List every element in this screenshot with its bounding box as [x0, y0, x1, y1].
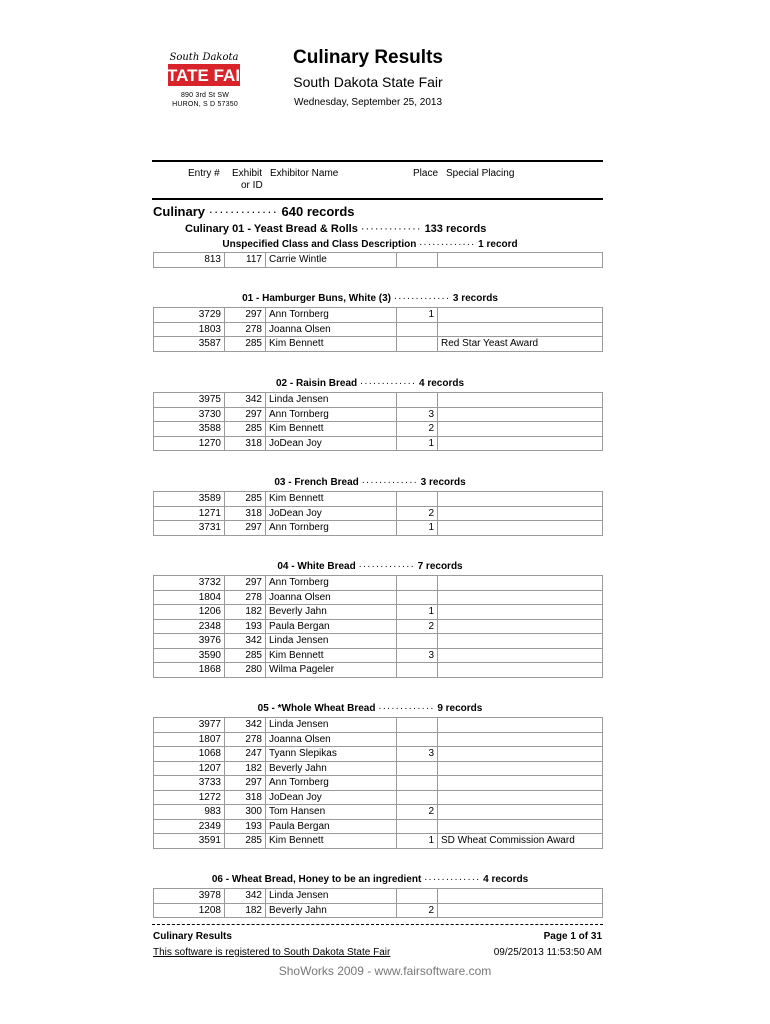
class-heading: [185, 874, 555, 885]
place: [397, 776, 438, 791]
entry-number: 1270: [154, 436, 225, 451]
col-exhibit-line1: Exhibit: [232, 168, 263, 179]
special-placing: [438, 506, 603, 521]
table-row: [154, 790, 603, 805]
special-placing: [438, 889, 603, 904]
special-placing: [438, 634, 603, 649]
entry-number: 1206: [154, 605, 225, 620]
table-row: [154, 805, 603, 820]
exhibit-id: 278: [225, 322, 266, 337]
class-count: 1 record: [478, 239, 518, 250]
logo-script-text: South Dakota: [169, 52, 239, 63]
special-placing: [438, 308, 603, 323]
entry-number: 3730: [154, 407, 225, 422]
class-dots: ·············: [424, 874, 481, 885]
exhibit-id: 297: [225, 521, 266, 536]
class-heading: [185, 477, 555, 488]
report-title: Culinary Results: [293, 47, 443, 68]
entry-number: 1207: [154, 761, 225, 776]
exhibitor-name: Kim Bennett: [266, 648, 397, 663]
exhibitor-name: Ann Tornberg: [266, 576, 397, 591]
special-placing: [438, 663, 603, 678]
logo-graphic: [155, 48, 253, 94]
place: 3: [397, 648, 438, 663]
exhibit-id: 285: [225, 492, 266, 507]
entry-number: 3975: [154, 393, 225, 408]
exhibit-id: 318: [225, 436, 266, 451]
col-exhibitor-name: Exhibitor Name: [270, 168, 339, 179]
place: [397, 253, 438, 268]
footer-rule: [152, 924, 603, 925]
exhibit-id: 285: [225, 337, 266, 352]
place: [397, 819, 438, 834]
col-exhibit: [232, 168, 263, 192]
exhibit-id: 182: [225, 605, 266, 620]
table-row: [154, 903, 603, 918]
class-name: 05 - *Whole Wheat Bread: [257, 703, 376, 714]
entry-number: 3731: [154, 521, 225, 536]
special-placing: [438, 805, 603, 820]
showorks-credit: ShoWorks 2009 - www.fairsoftware.com: [278, 964, 492, 978]
exhibit-id: 318: [225, 790, 266, 805]
entries-table: [153, 888, 603, 918]
entries-table: [153, 252, 603, 268]
place: [397, 663, 438, 678]
table-row: [154, 663, 603, 678]
special-placing: [438, 648, 603, 663]
special-placing: [438, 718, 603, 733]
logo-main-text: STATE FAIR: [155, 66, 253, 85]
special-placing: [438, 903, 603, 918]
exhibit-id: 117: [225, 253, 266, 268]
entries-table: [153, 575, 603, 678]
entry-number: 813: [154, 253, 225, 268]
class-dots: ·············: [359, 378, 417, 389]
special-placing: [438, 576, 603, 591]
exhibit-id: 247: [225, 747, 266, 762]
department-heading: [153, 204, 355, 219]
address-city: HURON, S D 57350: [172, 101, 238, 108]
table-row: [154, 605, 603, 620]
exhibit-id: 193: [225, 619, 266, 634]
exhibit-id: 297: [225, 407, 266, 422]
table-row: [154, 407, 603, 422]
entry-number: 1803: [154, 322, 225, 337]
special-placing: [438, 393, 603, 408]
table-row: [154, 634, 603, 649]
exhibitor-name: Ann Tornberg: [266, 521, 397, 536]
exhibit-id: 280: [225, 663, 266, 678]
exhibitor-name: Linda Jensen: [266, 718, 397, 733]
exhibit-id: 285: [225, 422, 266, 437]
place: 2: [397, 805, 438, 820]
exhibit-id: 297: [225, 308, 266, 323]
exhibit-id: 342: [225, 634, 266, 649]
exhibitor-name: Paula Bergan: [266, 619, 397, 634]
exhibit-id: 300: [225, 805, 266, 820]
exhibitor-name: Linda Jensen: [266, 889, 397, 904]
exhibit-id: 182: [225, 761, 266, 776]
exhibit-id: 285: [225, 648, 266, 663]
entries-table: [153, 307, 603, 352]
special-placing: [438, 619, 603, 634]
class-name: 02 - Raisin Bread: [275, 378, 358, 389]
place: [397, 761, 438, 776]
exhibitor-name: Kim Bennett: [266, 422, 397, 437]
entry-number: 3588: [154, 422, 225, 437]
table-row: [154, 506, 603, 521]
class-name: 04 - White Bread: [277, 561, 356, 572]
class-count: 9 records: [437, 703, 483, 714]
header-rule-top: [152, 160, 603, 162]
class-count: 7 records: [417, 561, 463, 572]
exhibitor-name: Tom Hansen: [266, 805, 397, 820]
entry-number: 1208: [154, 903, 225, 918]
class-count: 3 records: [420, 477, 466, 488]
place: [397, 790, 438, 805]
table-row: [154, 576, 603, 591]
department-name: Culinary: [153, 204, 206, 219]
entry-number: 1271: [154, 506, 225, 521]
exhibit-id: 278: [225, 732, 266, 747]
class-name: Unspecified Class and Class Description: [222, 239, 417, 250]
table-row: [154, 761, 603, 776]
special-placing: [438, 436, 603, 451]
class-heading: [185, 561, 555, 572]
special-placing: [438, 732, 603, 747]
special-placing: [438, 590, 603, 605]
table-row: [154, 747, 603, 762]
class-heading: [185, 703, 555, 714]
special-placing: [438, 605, 603, 620]
exhibitor-name: Linda Jensen: [266, 393, 397, 408]
table-row: [154, 776, 603, 791]
class-dots: ·············: [358, 561, 415, 572]
class-count: 4 records: [418, 378, 465, 389]
class-count: 3 records: [452, 293, 498, 304]
place: 3: [397, 747, 438, 762]
table-row: [154, 819, 603, 834]
exhibitor-name: Kim Bennett: [266, 834, 397, 849]
exhibitor-name: Joanna Olsen: [266, 590, 397, 605]
footer-registration: This software is registered to South Dakota State Fair: [153, 947, 391, 958]
table-row: [154, 718, 603, 733]
table-row: [154, 590, 603, 605]
special-placing: SD Wheat Commission Award: [438, 834, 603, 849]
place: [397, 889, 438, 904]
place: 1: [397, 436, 438, 451]
table-row: [154, 732, 603, 747]
place: 1: [397, 521, 438, 536]
exhibit-id: 318: [225, 506, 266, 521]
exhibitor-name: JoDean Joy: [266, 436, 397, 451]
class-heading: [185, 293, 555, 304]
exhibit-id: 193: [225, 819, 266, 834]
class-dots: ·············: [419, 239, 476, 250]
class-dots: ·············: [378, 703, 435, 714]
table-row: [154, 648, 603, 663]
division-count: 133 records: [424, 223, 487, 235]
exhibitor-name: Beverly Jahn: [266, 761, 397, 776]
department-count: 640 records: [281, 204, 355, 219]
class-name: 01 - Hamburger Buns, White (3): [242, 293, 391, 304]
place: 2: [397, 506, 438, 521]
department-dots: ·············: [208, 204, 278, 219]
table-row: [154, 422, 603, 437]
place: [397, 492, 438, 507]
table-row: [154, 521, 603, 536]
special-placing: [438, 747, 603, 762]
entry-number: 2349: [154, 819, 225, 834]
exhibit-id: 342: [225, 889, 266, 904]
special-placing: [438, 253, 603, 268]
exhibitor-name: JoDean Joy: [266, 790, 397, 805]
exhibitor-name: Tyann Slepikas: [266, 747, 397, 762]
special-placing: [438, 422, 603, 437]
exhibitor-name: Beverly Jahn: [266, 605, 397, 620]
exhibit-id: 297: [225, 576, 266, 591]
col-place: Place: [413, 168, 439, 179]
place: 2: [397, 619, 438, 634]
exhibitor-name: Beverly Jahn: [266, 903, 397, 918]
class-dots: ·············: [393, 293, 451, 304]
table-row: [154, 436, 603, 451]
place: [397, 337, 438, 352]
report-subtitle: South Dakota State Fair: [293, 74, 443, 90]
class-count: 4 records: [483, 874, 529, 885]
class-heading: [185, 378, 555, 389]
entry-number: 3729: [154, 308, 225, 323]
entries-table: [153, 392, 603, 451]
place: [397, 322, 438, 337]
place: [397, 732, 438, 747]
entry-number: 3591: [154, 834, 225, 849]
table-row: [154, 619, 603, 634]
table-row: [154, 492, 603, 507]
class-dots: ·············: [361, 477, 418, 488]
special-placing: [438, 407, 603, 422]
col-exhibit-line2: or ID: [241, 180, 263, 191]
logo-address: [160, 91, 250, 109]
exhibitor-name: Paula Bergan: [266, 819, 397, 834]
class-name: 03 - French Bread: [274, 477, 359, 488]
col-entry: Entry #: [188, 168, 220, 179]
division-name: Culinary 01 - Yeast Bread & Rolls: [185, 223, 358, 235]
entry-number: 1868: [154, 663, 225, 678]
table-row: [154, 337, 603, 352]
place: 3: [397, 407, 438, 422]
exhibitor-name: Ann Tornberg: [266, 308, 397, 323]
exhibit-id: 342: [225, 393, 266, 408]
exhibitor-name: Ann Tornberg: [266, 407, 397, 422]
exhibit-id: 285: [225, 834, 266, 849]
special-placing: [438, 761, 603, 776]
report-date: Wednesday, September 25, 2013: [293, 97, 443, 108]
special-placing: [438, 790, 603, 805]
place: 1: [397, 834, 438, 849]
place: [397, 590, 438, 605]
entry-number: 3590: [154, 648, 225, 663]
division-dots: ·············: [360, 223, 422, 235]
entry-number: 1804: [154, 590, 225, 605]
division-heading: [185, 223, 486, 235]
place: [397, 634, 438, 649]
place: 1: [397, 308, 438, 323]
place: 2: [397, 422, 438, 437]
place: [397, 718, 438, 733]
entry-number: 3977: [154, 718, 225, 733]
table-row: [154, 308, 603, 323]
footer-page-number: Page 1 of 31: [543, 931, 602, 942]
special-placing: [438, 521, 603, 536]
col-special-placing: Special Placing: [446, 168, 515, 179]
entry-number: 1068: [154, 747, 225, 762]
exhibit-id: 278: [225, 590, 266, 605]
special-placing: [438, 819, 603, 834]
special-placing: [438, 322, 603, 337]
exhibitor-name: Kim Bennett: [266, 492, 397, 507]
exhibit-id: 182: [225, 903, 266, 918]
exhibitor-name: JoDean Joy: [266, 506, 397, 521]
exhibitor-name: Joanna Olsen: [266, 322, 397, 337]
place: 2: [397, 903, 438, 918]
place: [397, 393, 438, 408]
exhibitor-name: Kim Bennett: [266, 337, 397, 352]
table-row: [154, 322, 603, 337]
entry-number: 1807: [154, 732, 225, 747]
address-street: 890 3rd St SW: [180, 92, 230, 99]
entries-table: [153, 491, 603, 536]
exhibit-id: 342: [225, 718, 266, 733]
class-name: 06 - Wheat Bread, Honey to be an ingredient: [211, 874, 422, 885]
entry-number: 3732: [154, 576, 225, 591]
exhibitor-name: Linda Jensen: [266, 634, 397, 649]
footer-timestamp: 09/25/2013 11:53:50 AM: [493, 947, 602, 958]
entry-number: 3589: [154, 492, 225, 507]
class-heading: [185, 239, 555, 250]
special-placing: [438, 492, 603, 507]
entry-number: 3733: [154, 776, 225, 791]
entry-number: 3587: [154, 337, 225, 352]
special-placing: Red Star Yeast Award: [438, 337, 603, 352]
table-row: [154, 889, 603, 904]
entry-number: 1272: [154, 790, 225, 805]
place: [397, 576, 438, 591]
table-row: [154, 393, 603, 408]
entry-number: 3978: [154, 889, 225, 904]
entry-number: 983: [154, 805, 225, 820]
entry-number: 2348: [154, 619, 225, 634]
exhibit-id: 297: [225, 776, 266, 791]
entries-table: [153, 717, 603, 849]
header-rule-bottom: [152, 198, 603, 200]
entry-number: 3976: [154, 634, 225, 649]
exhibitor-name: Wilma Pageler: [266, 663, 397, 678]
exhibitor-name: Carrie Wintle: [266, 253, 397, 268]
footer-report-name: Culinary Results: [153, 931, 232, 942]
special-placing: [438, 776, 603, 791]
table-row: [154, 253, 603, 268]
exhibitor-name: Ann Tornberg: [266, 776, 397, 791]
exhibitor-name: Joanna Olsen: [266, 732, 397, 747]
place: 1: [397, 605, 438, 620]
table-row: [154, 834, 603, 849]
